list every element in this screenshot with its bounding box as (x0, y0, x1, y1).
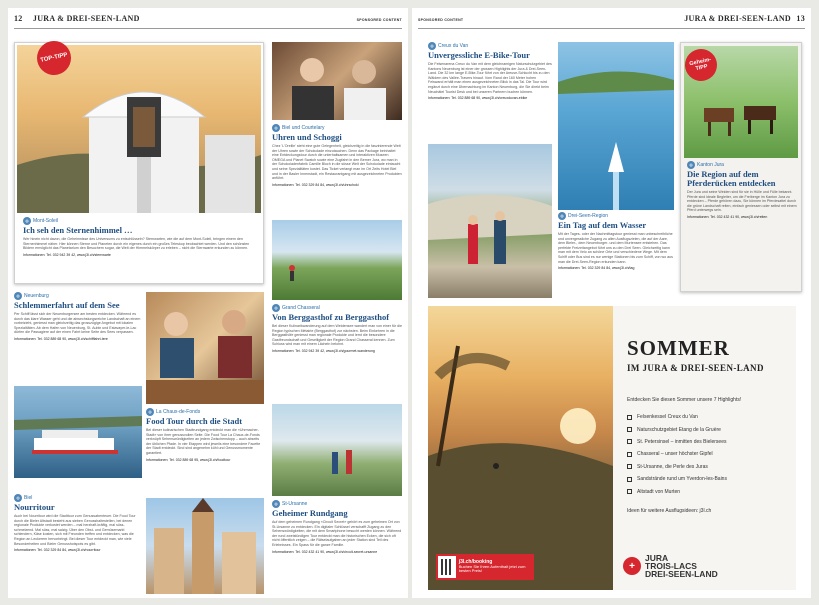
location-pin-icon: ◎ (687, 161, 695, 169)
article-location: St-Ursanne (282, 501, 308, 507)
article-st-ursanne (272, 500, 402, 594)
ship-illustration (558, 42, 674, 210)
article-location: Drei-Seen-Region (568, 213, 609, 219)
checkbox-icon (627, 439, 632, 444)
article-la-chaux (146, 408, 264, 494)
checkbox-icon (627, 415, 632, 420)
article-location: Biel und Courtelary (282, 125, 325, 131)
highlight-item: Felsenkessel Creux du Van (627, 411, 782, 423)
logo-line: JURA (645, 553, 669, 563)
highlights-list (627, 411, 782, 498)
article-title: Nourritour (14, 502, 55, 512)
article-mont-soleil (14, 42, 264, 284)
hiker-illustration (272, 220, 402, 300)
highlight-item: Chasseral – unser höchster Gipfel (627, 448, 782, 460)
article-title: Food Tour durch die Stadt (146, 416, 243, 426)
article-body: Per Schiff lässt sich der Neuenburgersee am besten entdecken. Während es durch das klare Wasser geht und die abwechslungsreiche Landschaft an einem vorbeizieht, geniesst man gleichzeitig das grosszügige Angebot mit lokalen Spezialitäten. Ab dem Hafen von Neuenburg, St. Aubin und Estavayer-le-Lac dürfen die Passagiere auf der einen Fahrt keine Seite des Sees verpassen. (14, 312, 141, 335)
left-page-header (14, 14, 402, 26)
right-page (412, 8, 811, 598)
article-body: Die Felsenarena Creux du Van mit dem gleichnamigen Naturschutzgebiet des Kantons Neuenburg ist einer der grossen Highlights der Jura & Drei-Seen-Land. Die 32 km lange E-Bike-Tour führt von der Areuse-Schlucht bis zu den Wäldern des Vallée-Travers hinauf. Vom Rand der 160 Meter hohen Felswand erhält man einen ausgezeichneten Blick in das Tal. Die Tour wird ergänzt durch eine Übernachtung im Kanton Neuenburg, die Sie direkt beim Neuchâtel Tourist Desk und bei unseren Partnern buchen können. (428, 62, 552, 94)
chocolate-illustration (272, 42, 402, 120)
biel-oldtown-photo (146, 498, 264, 594)
article-body: Auf dem geheimen Rundgang «Circuit Secret» gehört es zum geheimen Ort von St-Ursanne zu entdecken. Ein digitaler Schlüssel verschafft Zugang zu den Sehenswürdigkeiten, die mit dem Smartphone besucht werden können. Während der rund zweistündigen Tour entdeckt man die historischen Ecken, die sich oft nicht öffentlich zeigen – die Rätselaufgaben an jeder Station sind Teil des Erlebnisses. Ein Spass für die ganze Familie. (272, 520, 402, 547)
highlight-item: Altstadt von Murten (627, 485, 782, 497)
sponsored-label: SPONSORED CONTENT (418, 18, 464, 22)
ad-subtitle: IM JURA & DREI-SEEN-LAND (627, 363, 764, 373)
boat-illustration (14, 386, 142, 478)
header-rule (14, 28, 402, 29)
checkbox-icon (627, 427, 632, 432)
article-info: Informationen: Tel. 032 329 84 84, www.j3l.ch/nourritour (14, 548, 101, 553)
page-number: 13 (796, 14, 805, 23)
ebike-photo (428, 144, 552, 298)
article-title: Unvergessliche E-Bike-Tour (428, 50, 530, 60)
article-text (687, 161, 799, 291)
left-page (8, 8, 408, 598)
article-title: Geheimer Rundgang (272, 508, 348, 518)
foodtour-photo (146, 292, 264, 404)
article-location: La Chaux-de-Fonds (156, 409, 201, 415)
page-number: 12 (14, 14, 23, 23)
article-location: Neuenburg (24, 293, 49, 299)
right-page-header (418, 14, 805, 26)
article-title: Die Region auf dem Pferderücken entdecken (687, 169, 776, 188)
walkers-illustration (272, 404, 402, 496)
article-info: Informationen: Tel. 032 889 68 95, www.j3l.ch/foodtour (146, 457, 231, 462)
article-info: Informationen: Tel. 032 329 84 84, www.j3l.ch/uhrschoki (272, 182, 359, 187)
article-creux-du-van (428, 42, 552, 142)
checkbox-icon (627, 452, 632, 457)
cyclists-illustration (428, 144, 552, 298)
checkbox-icon (627, 477, 632, 482)
location-pin-icon: ◎ (23, 217, 31, 225)
location-pin-icon: ◎ (272, 124, 280, 132)
article-body: Chez 'L'Oreille' steht eine gute Gelegenheit, gleichzeitig in die faszinierende Welt der Uhren sowie der Schokolade einzutauchen. Denn das Package beinhaltet eine Entdeckungstour durch die unterhaltsamen und interaktiven Museen OMEGA und Planet Swatch sowie eine Zugfahrt in den Berner Jura, wo man in der Schokoladenfabrik Camille Bloch in die süsse Welt der Schokolade eintaucht und seine Spezialitäten kostet. Das Ticket verlangt man im Ort Zeits Hotel Biel und in der Basler Innenstadt, ein Restaurantgang mit ausgezeichneten Produkten anführt. (272, 144, 402, 181)
chasseral-photo (272, 220, 402, 300)
article-location: Mont-Soleil (33, 218, 59, 224)
article-drei-seen (558, 212, 674, 302)
article-title: Ein Tag auf dem Wasser (558, 220, 647, 230)
location-pin-icon: ◎ (272, 500, 280, 508)
qr-code-icon[interactable] (438, 556, 456, 578)
article-chasseral (272, 304, 402, 404)
sunset-illustration (428, 306, 613, 590)
ad-text-panel (613, 306, 796, 590)
logo-line: DREI-SEEN-LAND (645, 569, 718, 579)
article-info: Informationen: Tel. 032 942 39 42, www.j3l.ch/sternwarte (23, 252, 111, 257)
location-pin-icon: ◎ (558, 212, 566, 220)
jura-trois-lacs-logo (623, 554, 718, 578)
booking-qr-banner[interactable] (436, 554, 534, 580)
article-body: Bei dieser Kulinarikwanderung auf dem Weidensee wandert man von einer für die Region typischen Métairie (Berggasthof) zur nächsten. Beim Einkehren in die Berggasthöfe geniesst man regionale Produkte und lernt die besondere Gastfreundschaft und Geselligkeit der Region Grand Chasseral kennen. Zum Schluss wird man mit einem Lächeln belohnt. (272, 324, 402, 347)
top-tipp-badge: TOP-TIPP (34, 38, 74, 78)
article-body: Auch bei Nourritour wird die Stadttour zum Genussabenteuer. Die Food Tour durch die Bieler Altstadt besteht aus sieben Genusshaltestellen, bei denen regionale Produkte verkostet werden – mal herzhaft-kräftig, mal süss-schmelzend. Mal süss, mal salzig. Über den Obst- und Gemüsemarkt schlendern, Käse kosten, sich mit Freunden treffen und entdecken, was die Region an Leckerem hervorbringt. Bei dieser Tour entdeckt man, wie viele Besonderheiten und Bieler Genusshotspots es gibt. (14, 514, 136, 546)
swiss-cross-icon: + (623, 557, 641, 575)
article-body: Mit der Tages- oder der Nachmittagstour geniesst man unbeschreibliche und unvergessliche Zugang zu allen Ausflugszielen, die auf der Aare, dem Bieler-, dem Neuenburger- und dem Murtensee entstehen. Das perfekte Freizeitangebot führt uns zu den Drei Seen. Gleichzeitig kann man mit dem Velo an schöne Orte und verschiedene Wege. Mit dem Schiff oder Bus sind es nur wenige Stationen bis zum Schiff, von wo aus man die Drei-Seen-Region erkunden kann. (558, 232, 673, 264)
header-rule (418, 28, 805, 29)
location-pin-icon: ◎ (146, 408, 154, 416)
article-location: Kanton Jura (697, 162, 724, 168)
highlight-item: St. Petersinsel – inmitten des Bielersees (627, 436, 782, 448)
article-location: Biel (24, 495, 33, 501)
ad-intro: Entdecken Sie diesen Sommer unsere 7 Highlights! (627, 397, 742, 403)
header-title: JURA & DREI-SEEN-LAND (32, 14, 140, 23)
ad-more-link[interactable]: Ideen für weitere Ausflugsideen: j3l.ch (627, 507, 712, 514)
oldtown-illustration (146, 498, 264, 594)
article-info: Informationen: Tel. 032 329 84 84, www.j3l.ch/tag (558, 266, 635, 271)
booking-text: Buchen Sie Ihren Aufenthalt jetzt zum besten Preis! (458, 563, 526, 574)
highlight-item: Sandstrände rund um Yverdon-les-Bains (627, 473, 782, 485)
checkbox-icon (627, 464, 632, 469)
article-body: Wer hinein nicht davon, die Geheimnisse des Universums zu entschlüsseln? Sternwarten, wie die auf dem Mont-Soleil, bringen einem den Sternenhimmel näher. Hier können Sterne und Planeten durch ein eigenes durch ein großes Teleskop beobachtet werden. Und den schönsten Bildern ermöglicht das Planetarium den Besuchern sogar, die Welt der Himmelskörper zu erleben – nicht die Sternwarte erkunden zu können. (23, 237, 250, 251)
article-body: Der Jura und seine Weiden sind für sie in Hülle und Fülle bekannt. Pferde sind ideale Begleiter, um die Freiberge im Kanton Jura zu entdecken – Pferde gehören dazu, Sie können im Pferdesattel durch die grüne Landschaft reiten, einfach geniessen oder selbst mit einem Pferd unterwegs sein. (687, 190, 797, 213)
article-kanton-jura (680, 42, 802, 292)
location-pin-icon: ◎ (272, 304, 280, 312)
chocolate-photo (272, 42, 402, 120)
article-text (23, 217, 259, 283)
location-pin-icon: ◎ (14, 494, 22, 502)
ad-landscape-photo (428, 306, 613, 590)
ad-title: SOMMER (627, 336, 730, 360)
article-info: Informationen: Tel. 032 889 68 90, www.j3l.ch/creuxduvan-ebike (428, 96, 528, 101)
article-location: Grand Chasseral (282, 305, 320, 311)
lake-photo (558, 42, 674, 210)
geheim-tipp-badge: Geheim-TIPP (682, 46, 720, 84)
booking-url[interactable]: j3l.ch/booking (458, 559, 493, 566)
article-nourritour (14, 494, 142, 594)
boat-photo (14, 386, 142, 478)
article-info: Informationen: Tel. 032 432 41 90, www.j3l.ch/circuit-secret-ursanne (272, 549, 378, 554)
article-info: Informationen: Tel. 032 889 68 90, www.j3l.ch/schifffahrt-tere (14, 336, 108, 341)
sponsored-label: SPONSORED CONTENT (356, 18, 402, 22)
article-title: Ich seh den Sternenhimmel … (23, 225, 133, 235)
header-title: JURA & DREI-SEEN-LAND (684, 14, 791, 23)
logo-line: TROIS-LACS (645, 561, 697, 571)
article-title: Uhren und Schoggi (272, 132, 342, 142)
highlight-item: Naturschutzgebiet Etang de la Gruère (627, 423, 782, 435)
highlight-item: St-Ursanne, die Perle des Juras (627, 461, 782, 473)
article-neuenburg (14, 292, 142, 384)
article-info: Informationen: Tel. 032 432 41 90, www.j3l.ch/reiten (687, 214, 768, 219)
article-location: Creux du Van (438, 43, 469, 49)
foodtour-illustration (146, 292, 264, 404)
article-title: Von Berggasthof zu Berggasthof (272, 312, 390, 322)
st-ursanne-photo (272, 404, 402, 496)
article-title: Schlemmerfahrt auf dem See (14, 300, 120, 310)
location-pin-icon: ◎ (14, 292, 22, 300)
article-body: Bei dieser kulinarischen Stadtrundgang entdeckt man die «Uhrmacher-Stadt» von ihrer genussvollen Seite. Die Food Tour La Chaux-de-Fonds verknüpft Sehenswürdigkeiten an jedem Zwischenstopp – auch abseits der üblichen Pfade. In vier Etappen wird jeweils eine besondere Facette der Stadt entdeckt. Sind sind angenehm kühl und Genussmomente garantiert. (146, 428, 261, 455)
checkbox-icon (627, 489, 632, 494)
location-pin-icon: ◎ (428, 42, 436, 50)
article-info: Informationen: Tel. 032 942 39 42, www.j3l.ch/gourmet-wanderung (272, 348, 375, 353)
